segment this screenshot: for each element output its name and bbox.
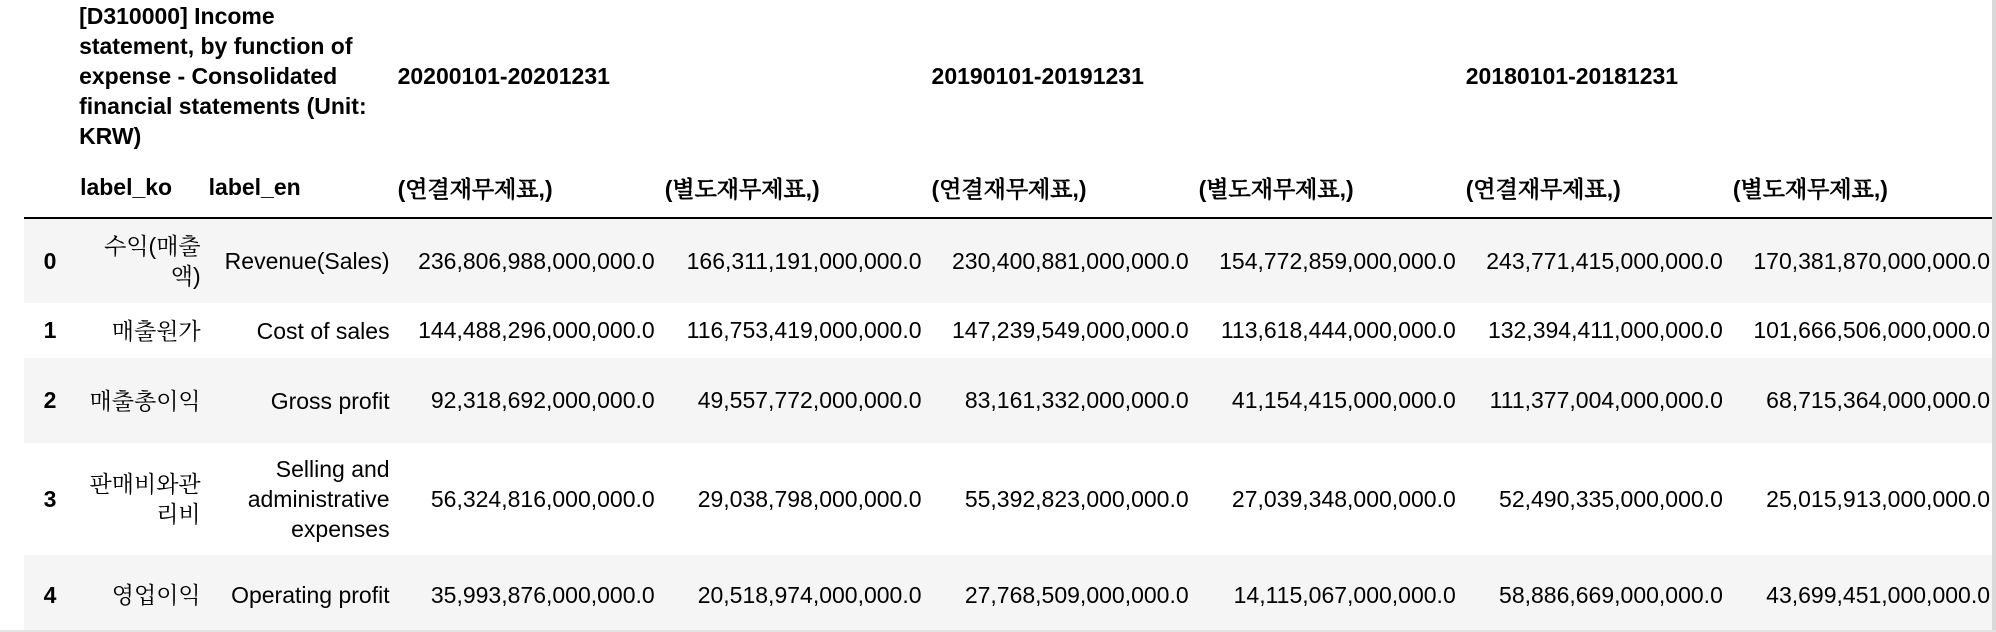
row-index: 3 <box>43 485 57 512</box>
subheader-consolidated-2020: (연결재무제표,) <box>397 176 553 202</box>
value-cell: 55,392,823,000,000.0 <box>964 485 1189 512</box>
table-row <box>24 358 1996 443</box>
row-label-ko: 판매비와관리비 <box>89 471 201 527</box>
value-cell: 27,768,509,000,000.0 <box>964 581 1189 608</box>
value-cell: 29,038,798,000,000.0 <box>697 485 922 512</box>
header-row-statement-type <box>24 152 1996 218</box>
label-ko-header: label_ko <box>80 174 173 200</box>
value-cell: 92,318,692,000,000.0 <box>430 387 655 413</box>
value-cell: 68,715,364,000,000.0 <box>1766 387 1990 413</box>
value-cell: 230,400,881,000,000.0 <box>952 247 1189 274</box>
value-cell: 170,381,870,000,000.0 <box>1753 247 1990 274</box>
value-cell: 147,239,549,000,000.0 <box>952 317 1189 343</box>
subheader-consolidated-2019: (연결재무제표,) <box>931 176 1087 202</box>
row-index: 2 <box>43 387 57 413</box>
value-cell: 41,154,415,000,000.0 <box>1231 387 1456 413</box>
row-label-en: Revenue(Sales) <box>224 248 390 274</box>
table-row <box>24 555 1996 632</box>
period-header-2020: 20200101-20201231 <box>397 62 610 89</box>
subheader-separate-2019: (별도재무제표,) <box>1198 176 1354 202</box>
value-cell: 113,618,444,000,000.0 <box>1220 317 1456 343</box>
row-label-en: Cost of sales <box>256 317 390 344</box>
subheader-separate-2020: (별도재무제표,) <box>664 176 820 202</box>
value-cell: 111,377,004,000,000.0 <box>1489 387 1723 413</box>
corner-cell <box>24 0 76 152</box>
value-cell: 243,771,415,000,000.0 <box>1486 247 1723 274</box>
row-label-en: Operating profit <box>231 582 390 608</box>
row-label-ko: 매출원가 <box>111 317 201 344</box>
row-index: 0 <box>43 247 57 274</box>
index-header-blank <box>24 152 76 218</box>
row-index: 1 <box>43 317 57 343</box>
value-cell: 58,886,669,000,000.0 <box>1499 581 1723 608</box>
value-cell: 236,806,988,000,000.0 <box>418 247 655 274</box>
value-cell: 116,753,419,000,000.0 <box>686 317 922 343</box>
row-label-en: Selling and administrative expenses <box>247 456 390 542</box>
subheader-separate-2018: (별도재무제표,) <box>1732 176 1888 202</box>
value-cell: 83,161,332,000,000.0 <box>964 387 1189 413</box>
value-cell: 43,699,451,000,000.0 <box>1766 581 1990 608</box>
vertical-scrollbar[interactable] <box>1992 0 1996 632</box>
row-label-ko: 매출총이익 <box>89 387 201 414</box>
row-index: 4 <box>43 581 57 608</box>
value-cell: 20,518,974,000,000.0 <box>697 581 922 608</box>
period-header-2018: 20180101-20181231 <box>1465 62 1679 89</box>
value-cell: 49,557,772,000,000.0 <box>697 387 922 413</box>
value-cell: 52,490,335,000,000.0 <box>1499 485 1723 512</box>
income-statement-dataframe <box>24 0 1996 632</box>
label-en-header: label_en <box>208 174 301 200</box>
value-cell: 101,666,506,000,000.0 <box>1753 317 1990 343</box>
value-cell: 154,772,859,000,000.0 <box>1219 247 1456 274</box>
value-cell: 166,311,191,000,000.0 <box>686 247 922 274</box>
table-row <box>24 443 1996 555</box>
table-row <box>24 303 1996 358</box>
table-row <box>24 218 1996 303</box>
row-label-en: Gross profit <box>270 387 390 414</box>
value-cell: 14,115,067,000,000.0 <box>1233 581 1456 608</box>
value-cell: 56,324,816,000,000.0 <box>430 485 655 512</box>
table-title: [D310000] Income statement, by function of expense - Consolidated financial statements (Unit: KRW) <box>79 3 367 149</box>
value-cell: 27,039,348,000,000.0 <box>1231 485 1456 512</box>
value-cell: 35,993,876,000,000.0 <box>430 581 655 608</box>
value-cell: 25,015,913,000,000.0 <box>1766 485 1990 512</box>
row-label-ko: 수익(매출액) <box>104 233 201 289</box>
header-row-periods <box>24 0 1996 152</box>
row-label-ko: 영업이익 <box>111 582 201 608</box>
subheader-consolidated-2018: (연결재무제표,) <box>1465 176 1621 202</box>
value-cell: 144,488,296,000,000.0 <box>418 317 655 343</box>
value-cell: 132,394,411,000,000.0 <box>1487 317 1723 343</box>
period-header-2019: 20190101-20191231 <box>931 62 1144 89</box>
